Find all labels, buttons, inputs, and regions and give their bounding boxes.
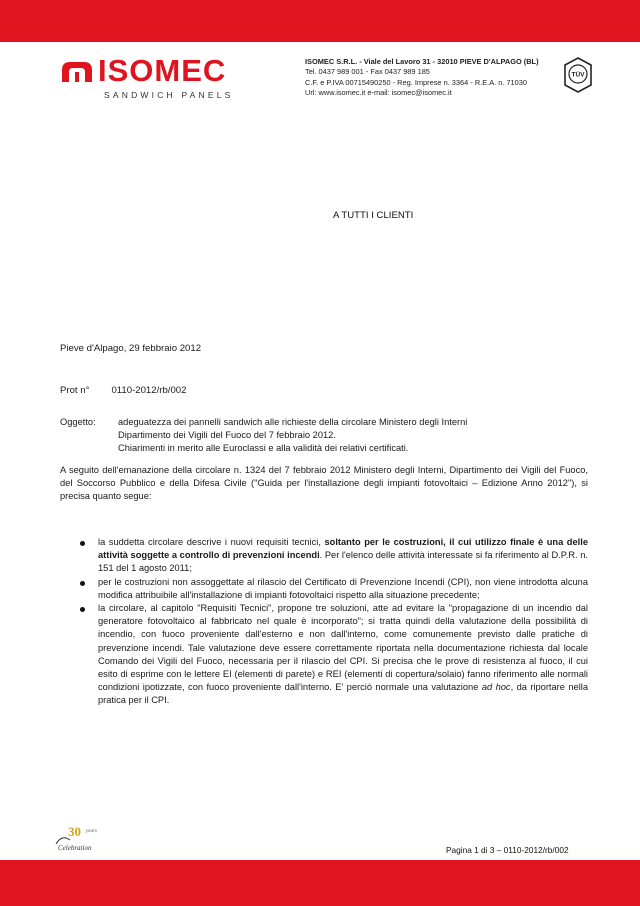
italic-emphasis: ad hoc	[481, 682, 511, 693]
subject-line-3: Chiarimenti in merito alle Euroclassi e alla validità dei relativi certificati.	[118, 443, 409, 454]
page-footer: Pagina 1 di 3 – 0110-2012/rb/002	[446, 845, 569, 855]
anniversary-stamp-icon	[52, 822, 112, 856]
isomec-logo	[60, 53, 272, 102]
company-info	[305, 57, 555, 99]
protocol-value: 0110-2012/rb/002	[111, 385, 187, 396]
list-item: la suddetta circolare descrive i nuovi requisiti tecnici, soltanto per le costruzioni, il cui utilizzo finale è una delle attività soggette a controllo di prevenzioni incendi. Per l'elenco delle attività interessate si fa riferimento al D.P.R. n. 151 del 1 agosto 2011;	[60, 536, 588, 576]
company-address: ISOMEC S.R.L. - Viale del Lavoro 31 - 32010 PIEVE D'ALPAGO (BL)	[305, 57, 539, 66]
svg-text:30: 30	[68, 824, 81, 839]
brand-name: ISOMEC	[98, 53, 227, 88]
bullet-list	[60, 536, 588, 708]
bullet-icon	[80, 607, 85, 612]
tuv-label: TÜV	[571, 71, 585, 79]
bullet-icon	[80, 581, 85, 586]
bullet-icon	[80, 541, 85, 546]
bold-emphasis: soltanto per le costruzioni, il cui utilizzo finale è una delle attività soggette a controllo di prevenzioni incendi	[98, 537, 588, 561]
tuv-cert-icon	[563, 57, 593, 93]
intro-paragraph: A seguito dell'emanazione della circolare n. 1324 del 7 febbraio 2012 Ministero degli Interni, Dipartimento dei Vigili del Fuoco, del Soccorso Pubblico e della Difesa Civile ("Guida per l'installazione degli impianti fotovoltaici – Edizione Anno 2012"), si precisa quanto segue:	[60, 465, 588, 502]
list-item: per le costruzioni non assoggettate al rilascio del Certificato di Prevenzione Incendi (CPI), non viene introdotta alcuna modifica attribuibile all'installazione di impianti fotovoltaici rispetto alla situazione precedente;	[60, 576, 588, 602]
brand-tagline: SANDWICH PANELS	[104, 90, 234, 100]
protocol-number	[60, 385, 186, 396]
subject-label: Oggetto:	[60, 417, 96, 427]
svg-text:years: years	[86, 829, 97, 834]
company-web: Url: www.isomec.it e-mail: isomec@isomec.it	[305, 88, 452, 98]
bottom-red-band	[0, 860, 640, 906]
protocol-label: Prot n°	[60, 385, 90, 396]
logo-mark-icon	[60, 60, 94, 84]
company-phone: Tel. 0437 989 001 - Fax 0437 989 185	[305, 67, 430, 77]
place-date: Pieve d'Alpago, 29 febbraio 2012	[60, 343, 202, 354]
stamp-text: Celebration	[58, 844, 92, 852]
subject-line-1: adeguatezza dei pannelli sandwich alle richieste della circolare Ministero degli Interni	[118, 417, 468, 427]
list-item: la circolare, al capitolo "Requisiti Tecnici", propone tre soluzioni, atte ad evitare la "propagazione di un incendio dal generatore fotovoltaico al fabbricato nel quale è incorporato"; si tratta quindi della valutazione della possibilità di incendio, con fuoco proveniente dall'esterno e non dall'interno, come comunemente previsto dalle pratiche di prevenzione incendi. Tale valutazione deve essere correttamente riportata nella documentazione richiesta dal locale Comando dei Vigili del Fuoco, necessaria per il rilascio del CPI. Si precisa che le prove di resistenza al fuoco, il cui esito di esprime con le lettere EI (elementi di parete) e REI (elementi di copertura/solaio) fanno riferimento alle normali condizioni ipotizzate, con fuoco proveniente dall'interno. E' perciò normale una valutazione ad hoc, da riportare nella pratica per il CPI.	[60, 602, 588, 708]
company-registration: C.F. e P.IVA 00715490250 - Reg. Imprese n. 3364 - R.E.A. n. 71030	[305, 77, 527, 87]
subject-line-2: Dipartimento dei Vigili del Fuoco del 7 febbraio 2012.	[118, 430, 336, 441]
top-red-band	[0, 0, 640, 42]
recipient: A TUTTI I CLIENTI	[333, 210, 414, 221]
